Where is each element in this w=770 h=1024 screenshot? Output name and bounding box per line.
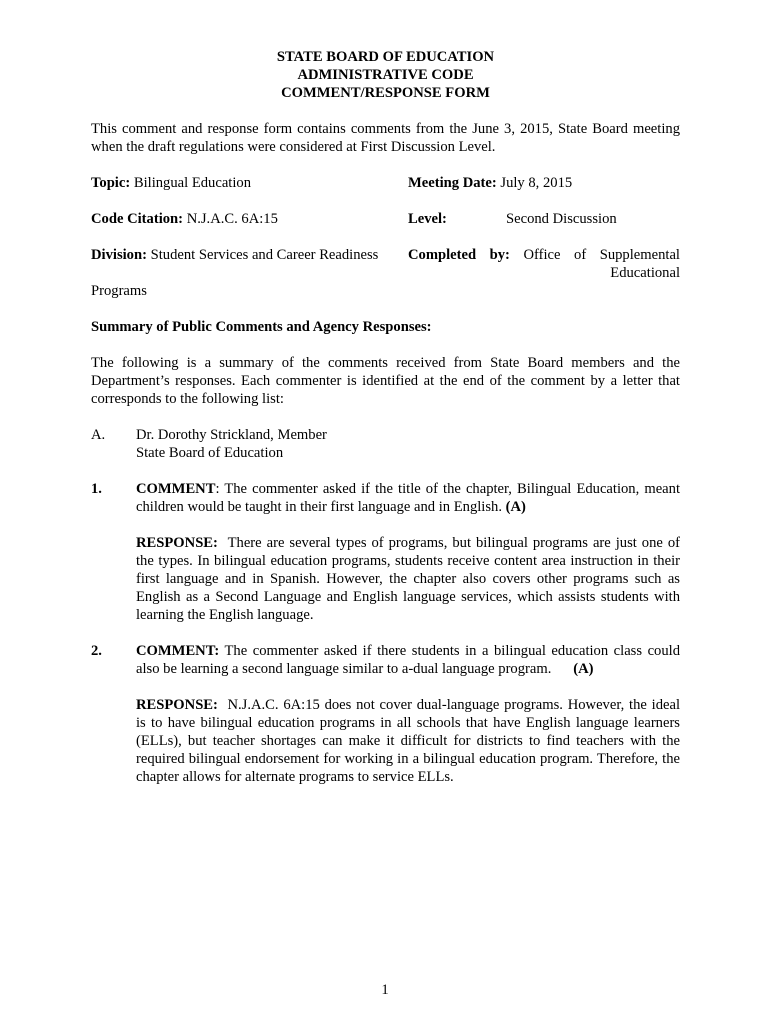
division-value: Student Services and Career Readiness [150,247,379,263]
comment-label: COMMENT: [136,643,220,659]
summary-paragraph: The following is a summary of the comments received from State Board members and the Department’s responses. Each commenter is identified at the end of the comment by a letter that corresponds to the following list: [91,355,680,407]
commenter-org: State Board of Education [136,445,284,461]
page-number: 1 [381,982,389,998]
header-line-1: STATE BOARD OF EDUCATION [276,49,495,65]
response-text-block [136,696,680,786]
response-text: N.J.A.C. 6A:15 does not cover dual-language programs. However, the ideal is to have bilingual education programs in all schools that have English language learners (ELLs), but teacher shortages can make it difficult for districts to find teachers with the required bilingual endorsement for working in a bilingual education program. Therefore, the chapter allows for alternate programs to service ELLs. [136,697,680,785]
comment-item-2 [91,642,680,786]
intro-paragraph: This comment and response form contains comments from the June 3, 2015, State Board meeting when the draft regulations were considered at First Discussion Level. [91,121,680,155]
completed-by-value-continued: Programs [91,283,147,299]
comment-text: The commenter asked if there students in a bilingual education class could also be learning a second language similar to a-dual language program. [136,643,680,677]
comment-text: : The commenter asked if the title of the chapter, Bilingual Education, meant children would be taught in their first language and in English. [136,481,680,515]
commenter-name: Dr. Dorothy Strickland, Member [136,427,327,443]
topic-value: Bilingual Education [133,175,251,191]
commenter-entry [91,426,680,462]
response-text: There are several types of programs, but bilingual programs are just one of the types. In bilingual education programs, students receive content area instruction in their first language and in Spanish. However, the chapter also covers other programs such as English as a Second Language and English language services, which assists students with learning the English language. [136,535,680,623]
comment-ref: (A) [573,661,594,677]
meta-row-citation [91,210,680,228]
comment-number: 1. [91,481,102,497]
topic-label: Topic: [91,175,131,191]
commenter-letter: A. [91,427,106,443]
meeting-date-value: July 8, 2015 [500,175,573,191]
completed-by [408,246,680,282]
meeting-date-label: Meeting Date: [408,175,497,191]
response-label: RESPONSE: [136,535,218,551]
comment-text-block [136,480,680,516]
code-citation-label: Code Citation: [91,211,184,227]
comment-number: 2. [91,643,102,659]
completed-by-label: Completed by: [408,247,510,263]
code-citation-value: N.J.A.C. 6A:15 [186,211,278,227]
comment-label: COMMENT [136,481,216,497]
division-label: Division: [91,247,147,263]
comment-ref: (A) [505,499,526,515]
document-header [91,48,680,102]
level-value: Second Discussion [506,211,617,227]
summary-title: Summary of Public Comments and Agency Responses: [91,319,432,335]
meta-row-division [91,246,680,282]
meta-row-topic [91,174,680,192]
document-page [91,48,680,786]
completed-by-value: Office of Supplemental Educational [523,247,680,281]
response-label: RESPONSE: [136,697,218,713]
response-text-block [136,534,680,624]
level-label: Level: [408,211,447,227]
comment-item-1 [91,480,680,624]
header-line-2: ADMINISTRATIVE CODE [297,67,474,83]
comment-text-block [136,642,680,678]
header-line-3: COMMENT/RESPONSE FORM [281,85,490,101]
